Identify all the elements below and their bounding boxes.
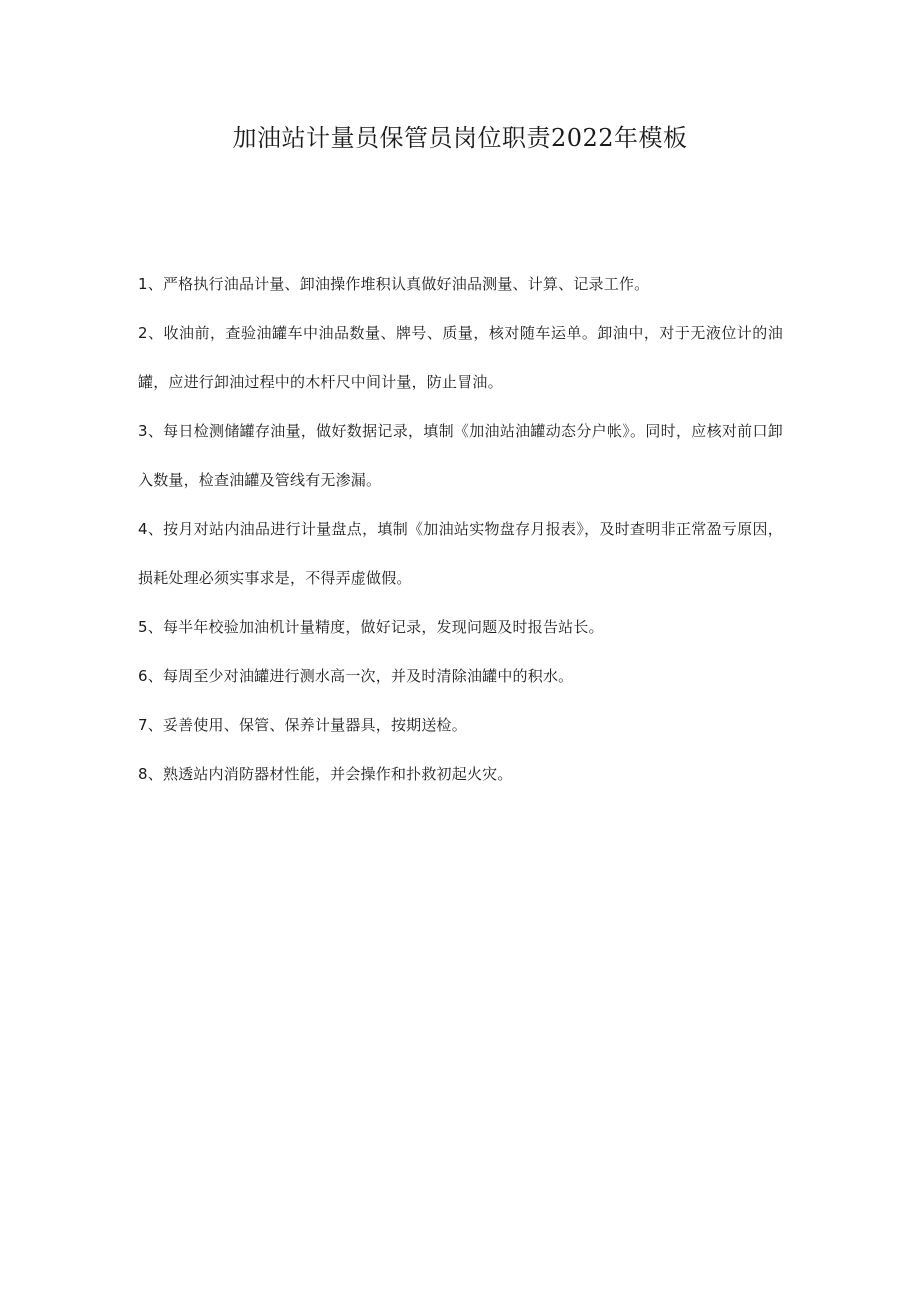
duty-item-3: 3、每日检测储罐存油量，做好数据记录，填制《加油站油罐动态分户帐》。同时，应核对前口卸入数量，检查油罐及管线有无渗漏。 <box>138 422 783 489</box>
document-title: 加油站计量员保管员岗位职责2022年模板 <box>232 124 688 152</box>
duty-item-4: 4、按月对站内油品进行计量盘点，填制《加油站实物盘存月报表》，及时查明非正常盈亏原因，损耗处理必须实事求是，不得弄虚做假。 <box>138 520 783 587</box>
duty-item-6: 6、每周至少对油罐进行测水高一次，并及时清除油罐中的积水。 <box>138 667 574 685</box>
document-body <box>138 260 783 799</box>
duty-item-8: 8、熟透站内消防器材性能，并会操作和扑救初起火灾。 <box>138 765 513 783</box>
duty-item-7: 7、妥善使用、保管、保养计量器具，按期送检。 <box>138 716 467 734</box>
duty-item-2: 2、收油前，查验油罐车中油品数量、牌号、质量，核对随车运单。卸油中，对于无液位计的油罐，应进行卸油过程中的木杆尺中间计量，防止冒油。 <box>138 324 783 391</box>
duty-item-5: 5、每半年校验加油机计量精度，做好记录，发现问题及时报告站长。 <box>138 618 604 636</box>
duty-item-1: 1、严格执行油品计量、卸油操作堆积认真做好油品测量、计算、记录工作。 <box>138 275 650 293</box>
